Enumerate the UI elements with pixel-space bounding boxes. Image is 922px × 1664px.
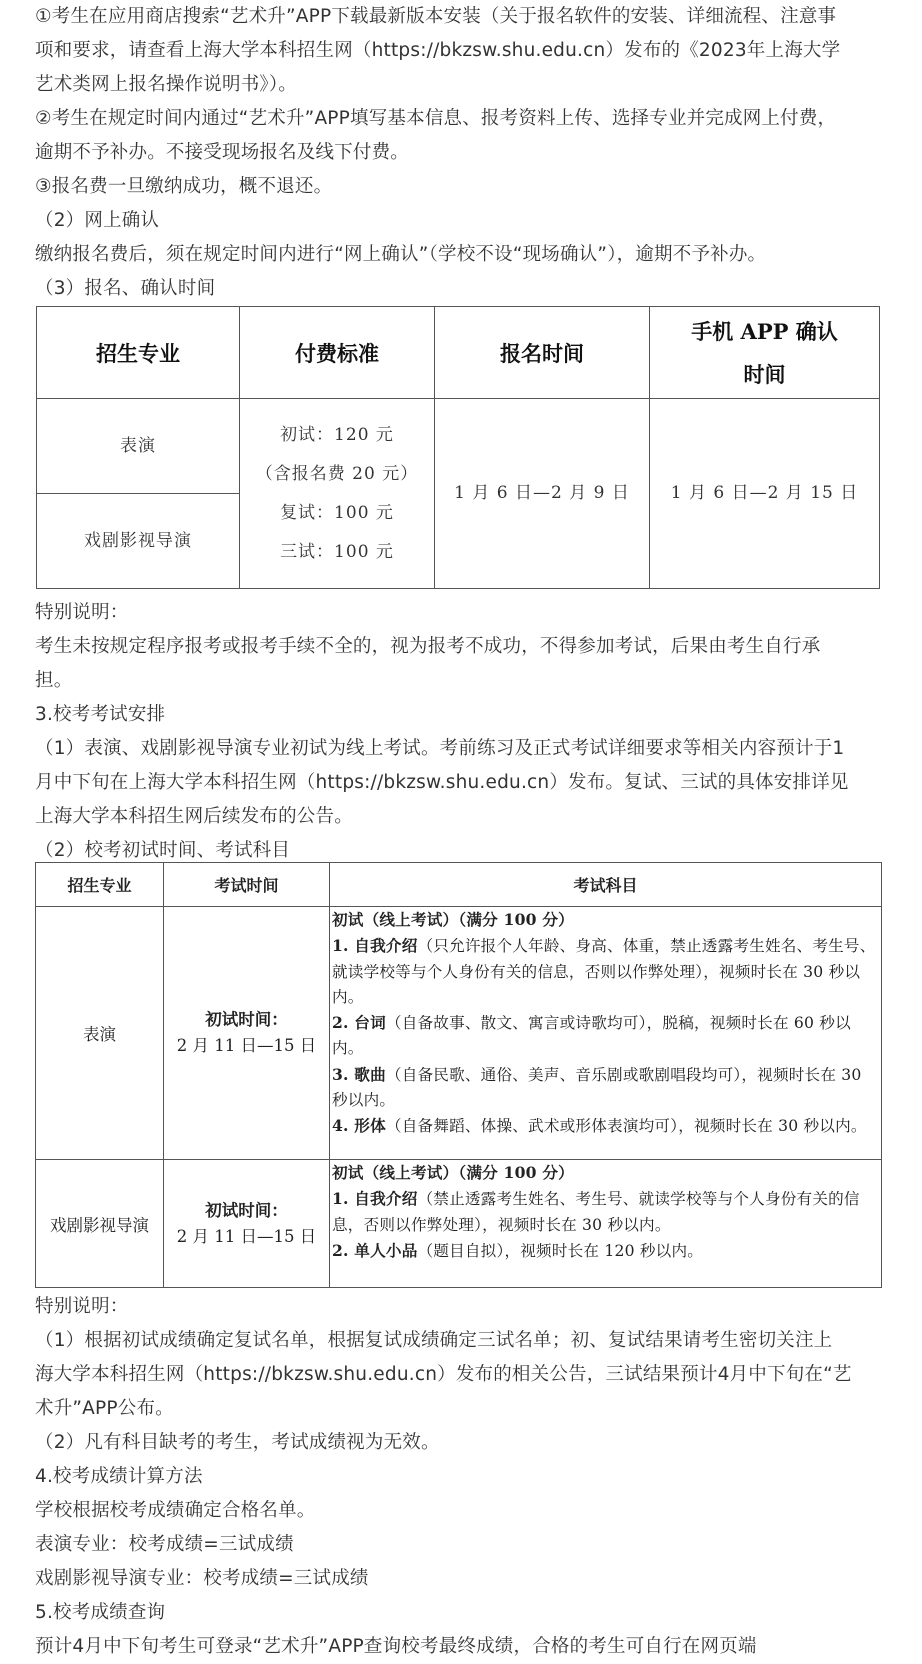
registration-time-table [36, 306, 880, 589]
paragraph-line: 戏剧影视导演专业：校考成绩=三试成绩 [35, 1568, 369, 1589]
header-line: 时间 [743, 361, 786, 387]
paragraph-line: 艺术类网上报名操作说明书》）。 [35, 74, 298, 95]
exam-time-cell [164, 1160, 330, 1288]
major-cell: 表演 [37, 399, 240, 494]
subject-item-text: （自备舞蹈、体操、武术或形体表演均可），视频时长在 30 秒以内。 [385, 1117, 867, 1136]
paragraph-line: ③报名费一旦缴纳成功，概不退还。 [35, 176, 333, 197]
exam-time-cell [164, 907, 330, 1160]
subject-line [332, 907, 881, 933]
subject-item-title: 4. 形体 [332, 1116, 386, 1136]
paragraph-line: 预计4月中下旬考生可登录“艺术升”APP查询校考最终成绩，合格的考生可自行在网页端 [35, 1636, 757, 1657]
paragraph-line: 海大学本科招生网（https://bkzsw.shu.edu.cn）发布的相关公告，三试结果预计4月中下旬在“艺 [35, 1364, 852, 1385]
paragraph-line: 项和要求，请查看上海大学本科招生网（https://bkzsw.shu.edu.cn）发布的《2023年上海大学 [35, 40, 841, 61]
paragraph-line: ②考生在规定时间内通过“艺术升”APP填写基本信息、报考资料上传、选择专业并完成网上付费， [35, 108, 837, 129]
col-header-major: 招生专业 [36, 863, 164, 907]
subject-item-title: 1. 自我介绍 [332, 1189, 418, 1209]
paragraph-line: 上海大学本科招生网后续发布的公告。 [35, 806, 353, 827]
subject-item-title: 3. 歌曲 [332, 1064, 386, 1084]
paragraph-line: （1）表演、戏剧影视导演专业初试为线上考试。考前练习及正式考试详细要求等相关内容预计于1 [35, 738, 845, 759]
exam-subjects-table [35, 862, 882, 1288]
header-line: 手机 APP 确认 [691, 318, 838, 344]
subheading-online-confirm: （2）网上确认 [35, 210, 160, 231]
subject-line [332, 933, 881, 1010]
subject-line [332, 1062, 881, 1114]
fee-line: 初试：120 元 [280, 424, 394, 445]
exam-time-value: 2 月 11 日—15 日 [176, 1226, 317, 1246]
major-cell: 表演 [36, 907, 164, 1160]
col-header-exam-subjects: 考试科目 [330, 863, 882, 907]
exam-subjects-cell [330, 907, 882, 1160]
section-heading-score-calc: 4.校考成绩计算方法 [35, 1466, 203, 1487]
fee-line: 复试：100 元 [280, 502, 394, 523]
fee-cell [240, 399, 435, 589]
fee-line: 三试：100 元 [280, 541, 394, 562]
col-header-major: 招生专业 [37, 307, 240, 399]
subject-line [332, 1160, 881, 1186]
paragraph-line: （2）凡有科目缺考的考生，考试成绩视为无效。 [35, 1432, 440, 1453]
subject-item-title: 2. 台词 [332, 1013, 386, 1033]
col-header-register-time: 报名时间 [435, 307, 650, 399]
paragraph-line: ①考生在应用商店搜索“艺术升”APP下载最新版本安装（关于报名软件的安装、详细流程、注意事 [35, 6, 837, 27]
subject-line [332, 1113, 881, 1139]
subject-item-text: （自备民歌、通俗、美声、音乐剧或歌剧唱段均可），视频时长在 30 秒以内。 [332, 1065, 862, 1110]
paragraph-line: （1）根据初试成绩确定复试名单，根据复试成绩确定三试名单；初、复试结果请考生密切关注上 [35, 1330, 833, 1351]
register-time-cell: 1 月 6 日—2 月 9 日 [435, 399, 650, 589]
fee-line: （含报名费 20 元） [255, 463, 419, 484]
exam-time-label: 初试时间： [205, 1200, 288, 1220]
paragraph-line: 术升”APP公布。 [35, 1398, 174, 1419]
subject-item-title: 1. 自我介绍 [332, 936, 418, 956]
subject-line [332, 1186, 881, 1238]
subject-item-text: （题目自拟），视频时长在 120 秒以内。 [417, 1241, 704, 1260]
col-header-exam-time: 考试时间 [164, 863, 330, 907]
paragraph-line: 月中下旬在上海大学本科招生网（https://bkzsw.shu.edu.cn）发布。复试、三试的具体安排详见 [35, 772, 849, 793]
paragraph-line: 缴纳报名费后，须在规定时间内进行“网上确认”（学校不设“现场确认”），逾期不予补办。 [35, 244, 767, 265]
col-header-app-confirm-time [650, 307, 880, 399]
subject-item-text: （只允许报个人年龄、身高、体重，禁止透露考生姓名、考生号、就读学校等与个人身份有关的信息，否则以作弊处理），视频时长在 30 秒以内。 [332, 937, 876, 1006]
paragraph-line: 特别说明： [35, 602, 129, 623]
exam-subjects-cell [330, 1160, 882, 1288]
subject-title: 初试（线上考试）（满分 100 分） [332, 910, 574, 929]
subject-item-text: （自备故事、散文、寓言或诗歌均可），脱稿，视频时长在 60 秒以内。 [332, 1014, 851, 1058]
major-cell: 戏剧影视导演 [36, 1160, 164, 1288]
subheading-exam-subjects: （2）校考初试时间、考试科目 [35, 840, 291, 861]
col-header-fee: 付费标准 [240, 307, 435, 399]
paragraph-line: 学校根据校考成绩确定合格名单。 [35, 1500, 316, 1521]
exam-time-value: 2 月 11 日—15 日 [176, 1036, 317, 1055]
paragraph-line: 特别说明： [35, 1296, 129, 1317]
confirm-time-cell: 1 月 6 日—2 月 15 日 [650, 399, 880, 589]
section-heading-exam-arrangement: 3.校考考试安排 [35, 704, 166, 725]
exam-time-label: 初试时间： [205, 1010, 288, 1029]
subject-line [332, 1010, 881, 1062]
subject-item-title: 2. 单人小品 [332, 1240, 418, 1260]
subheading-register-time: （3）报名、确认时间 [35, 278, 216, 299]
subject-line [332, 1238, 881, 1264]
subject-item-text: （禁止透露考生姓名、考生号、就读学校等与个人身份有关的信息，否则以作弊处理），视频时长在 30 秒以内。 [332, 1190, 860, 1234]
subject-title: 初试（线上考试）（满分 100 分） [332, 1163, 574, 1182]
paragraph-line: 表演专业：校考成绩=三试成绩 [35, 1534, 294, 1555]
major-cell: 戏剧影视导演 [37, 494, 240, 589]
paragraph-line: 担。 [35, 670, 73, 691]
paragraph-line: 考生未按规定程序报考或报考手续不全的，视为报考不成功，不得参加考试，后果由考生自行承 [35, 636, 821, 657]
section-heading-score-query: 5.校考成绩查询 [35, 1602, 166, 1623]
paragraph-line: 逾期不予补办。不接受现场报名及线下付费。 [35, 142, 410, 163]
